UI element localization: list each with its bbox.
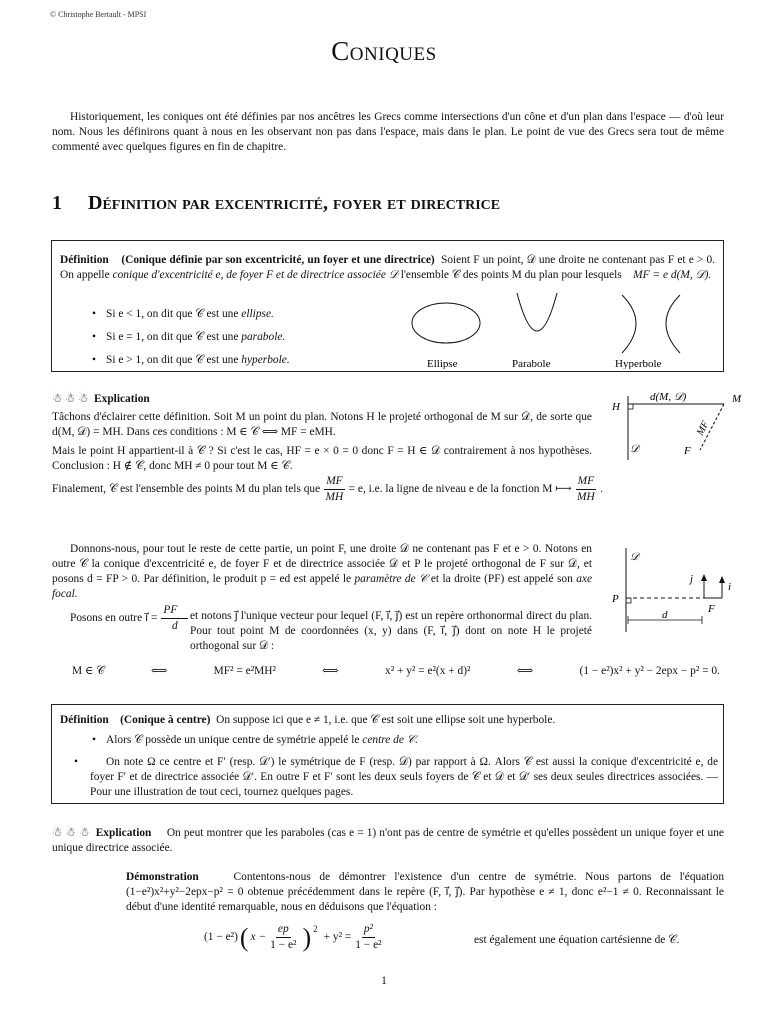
snowman-icon: ☃ ☃ ☃ [52, 393, 89, 405]
explanation-heading [52, 392, 150, 407]
list-item [90, 733, 718, 748]
label-D: 𝒟 [630, 443, 639, 455]
frac-den: 1 − e² [355, 939, 382, 951]
bullet-text: Si e < 1, on dit que 𝒞 est une [106, 308, 239, 320]
list-item [90, 353, 390, 368]
demonstration-label: Démonstration [126, 871, 199, 883]
equiv-term: M ∈ 𝒞 [72, 665, 105, 677]
eq-left: (1 − e²) [204, 931, 238, 943]
setup-term-axe-focal: axe focal. [52, 573, 592, 600]
definition-box-conique [51, 240, 724, 372]
list-item [90, 330, 390, 345]
bullet-text: Si e = 1, on dit que 𝒞 est une [106, 331, 239, 343]
equiv-symbol: ⟺ [322, 665, 339, 677]
snowman-icon: ☃ ☃ ☃ [52, 827, 90, 839]
frac-den: MH [325, 491, 344, 503]
equiv-symbol: ⟺ [150, 665, 168, 677]
label-F: F [708, 603, 715, 615]
ellipse-shape [412, 303, 480, 343]
bullet-term: ellipse. [241, 308, 274, 320]
demonstration-text: Contentons-nous de démontrer l'existence d'un centre de symétrie. Nous partons de l'équation (1−e²)x²+y²−2epx−p² = 0 obtenue précédemment dans le repère (F, i⃗, j⃗). Par hypothèse e ≠ 1, donc e²−1 ≠ 0. Reconnaissant le début d'une identité remarquable, nous en déduisons que l'équation : [126, 871, 725, 913]
setup-paragraph [52, 542, 592, 602]
demonstration-paragraph [126, 870, 724, 915]
hyperbola-label: Hyperbole [615, 358, 662, 369]
definition-text2: l'ensemble 𝒞 des points M du plan pour lesquels [400, 269, 622, 281]
definition-term: conique d'excentricité e, de foyer F et de directrice associée 𝒟 [112, 269, 398, 281]
bullet-mark: • [74, 756, 78, 768]
equiv-term: x² + y² = e²(x + d)² [385, 665, 471, 677]
section-title: Définition par excentricité, foyer et directrice [88, 192, 501, 214]
explanation-p2: Mais le point H appartient-il à 𝒞 ? Si c'est le cas, HF = e × 0 = 0 donc F = H ∈ 𝒟 contrairement à nos hypothèses. Conclusion : H ∉ 𝒞, donc MH ≠ 0 pour tout M ∈ 𝒞. [52, 445, 592, 472]
period: . [600, 483, 603, 495]
setup-p2-text: et notons j⃗ l'unique vecteur pour lequel (F, i⃗, j⃗) est un repère orthonormal direct du plan. Pour tout point M de coordonnées (x, y) dans (F, i⃗, j⃗) dont on note H le projeté orthogonal sur 𝒟 : [190, 610, 592, 652]
explanation-label: Explication [94, 393, 150, 405]
explanation-text: On peut montrer que les paraboles (cas e = 1) n'ont pas de centre de symétrie et qu'elles possèdent un unique foyer et une unique directrice associée. [52, 827, 724, 854]
label-j: j⃗ [690, 573, 702, 585]
hyperbola-right-branch [666, 295, 680, 353]
frac-num: MF [576, 474, 596, 490]
label-MF: MF [694, 419, 712, 438]
ellipse-label: Ellipse [427, 358, 458, 369]
definition-label: Définition [60, 714, 109, 726]
explanation-2 [52, 826, 724, 856]
section-number: 1 [52, 192, 62, 214]
frac-num: ep [276, 922, 291, 938]
explanation-p1: Tâchons d'éclairer cette définition. Soit M un point du plan. Notons H le projeté orthogonal de M sur 𝒟, de sorte que d(M, 𝒟) = MH. Dans ces conditions : M ∈ 𝒞 ⟺ MF = eMH. [52, 411, 592, 438]
eq-mid: + y² = [323, 931, 352, 943]
hyperbola-left-branch [622, 295, 636, 353]
equiv-term: (1 − e²)x² + y² − 2epx − p² = 0. [579, 665, 720, 677]
label-P: P [612, 593, 619, 605]
demonstration-equation [204, 922, 386, 953]
p3-text-b: = e, i.e. la ligne de niveau e de la fonction M ⟼ [348, 483, 572, 495]
parabola-shape [517, 293, 557, 331]
fraction-ep [270, 922, 296, 953]
label-d: d [662, 609, 668, 621]
frac-num: p² [362, 922, 375, 938]
intro-paragraph: Historiquement, les coniques ont été définies par nos ancêtres les Grecs comme intersections d'un cône et d'un plan dans l'espace — d'où leur nom. Nous les définirons quant à nous en les observant non pas dans l'espace, mais dans le plan. Le point de vue des Grecs sera tout de même commenté avec quelques figures en fin de chapitre. [52, 111, 724, 153]
page-header: © Christophe Bertault - MPSI [50, 10, 147, 19]
frac-num: MF [324, 474, 344, 490]
paren-open: ( [239, 922, 249, 952]
explanation-label: Explication [95, 827, 152, 839]
eq-x: x − [250, 931, 267, 943]
frac-num: PF⃗ [161, 603, 188, 619]
projection-figure [604, 384, 754, 468]
equiv-symbol: ⟺ [516, 665, 534, 677]
conics-figure [382, 289, 722, 369]
equiv-term: MF² = e²MH² [213, 665, 276, 677]
parabola-label: Parabole [512, 358, 551, 369]
explanation-p3 [52, 474, 732, 505]
page-title: Coniques [331, 36, 437, 66]
label-H: H [612, 401, 620, 413]
frac-den: d [171, 620, 178, 632]
list-item [90, 307, 390, 322]
centre-bullet-2 [74, 755, 718, 800]
fraction-mf-mh [324, 474, 344, 505]
frac-den: MH [576, 491, 595, 503]
definition-text [60, 253, 715, 283]
equivalence-line [72, 664, 720, 679]
definition-heading: (Conique définie par son excentricité, un foyer et une directrice) [121, 254, 435, 266]
fraction-p2 [355, 922, 381, 953]
bullet-text: Alors 𝒞 possède un unique centre de symétrie appelé le [106, 734, 360, 746]
centre-list [90, 733, 718, 753]
definition-box-centre [51, 704, 724, 804]
bullet-text: On note Ω ce centre et F′ (resp. 𝒟′) le symétrique de F (resp. 𝒟) par rapport à Ω. Alors 𝒞 est aussi la conique d'excentricité e, de foyer F′ et de directrice associée 𝒟′. En outre F et F′ sont les deux seuls foyers de 𝒞 et 𝒟 et 𝒟′ ses deux seules directrices associées. — Pour une illustration de tout ceci, tournez quelques pages. [90, 756, 718, 798]
label-D: 𝒟 [630, 551, 639, 563]
demonstration-conclusion: est également une équation cartésienne de 𝒞. [474, 934, 680, 946]
conic-type-list [90, 307, 390, 376]
definition-centre-text [60, 713, 715, 728]
bullet-term: hyperbole. [241, 354, 290, 366]
paren-close: ) [302, 922, 312, 952]
frame-figure [604, 540, 754, 640]
page-number: 1 [381, 975, 387, 987]
fraction-pf-d [161, 603, 188, 634]
setup-text-1b: et la droite (PF) est appelé son [430, 573, 573, 585]
setup-text-1: Donnons-nous, pour tout le reste de cette partie, un point F, une droite 𝒟 ne contenant pas F et e > 0. Notons en outre 𝒞 la conique d'excentricité e, de foyer F et de directrice associée 𝒟 et P le projeté orthogonal de F sur 𝒟, et posons d = FP > 0. Par définition, le produit p = ed est appelé le [52, 543, 592, 585]
frac-den: 1 − e² [270, 939, 297, 951]
label-dMD: d(M, 𝒟) [650, 391, 687, 403]
p2-text-a: Posons en outre i⃗ = [70, 612, 158, 624]
definition-label: Définition [60, 254, 109, 266]
bullet-text: Si e > 1, on dit que 𝒞 est une [106, 354, 239, 366]
label-F: F [684, 445, 691, 457]
exponent: 2 [313, 924, 318, 934]
bullet-term: centre de 𝒞. [362, 734, 418, 746]
section-heading [52, 192, 501, 214]
definition-heading: (Conique à centre) [120, 714, 211, 726]
label-M: M [732, 393, 742, 405]
p3-text-a: Finalement, 𝒞 est l'ensemble des points M du plan tels que [52, 483, 321, 495]
definition-text1: Soient F un point, 𝒟 une droite ne contenant pas F et e > 0. On appelle [60, 254, 716, 281]
bullet-term: parabole. [241, 331, 286, 343]
definition-text: On suppose ici que e ≠ 1, i.e. que 𝒞 est soit une ellipse soit une hyperbole. [216, 714, 556, 726]
definition-formula: MF = e d(M, 𝒟). [633, 269, 712, 281]
label-i: i⃗ [728, 581, 740, 593]
fraction-mf-mh-2 [576, 474, 596, 505]
setup-term-parametre: paramètre de 𝒞 [354, 573, 428, 585]
